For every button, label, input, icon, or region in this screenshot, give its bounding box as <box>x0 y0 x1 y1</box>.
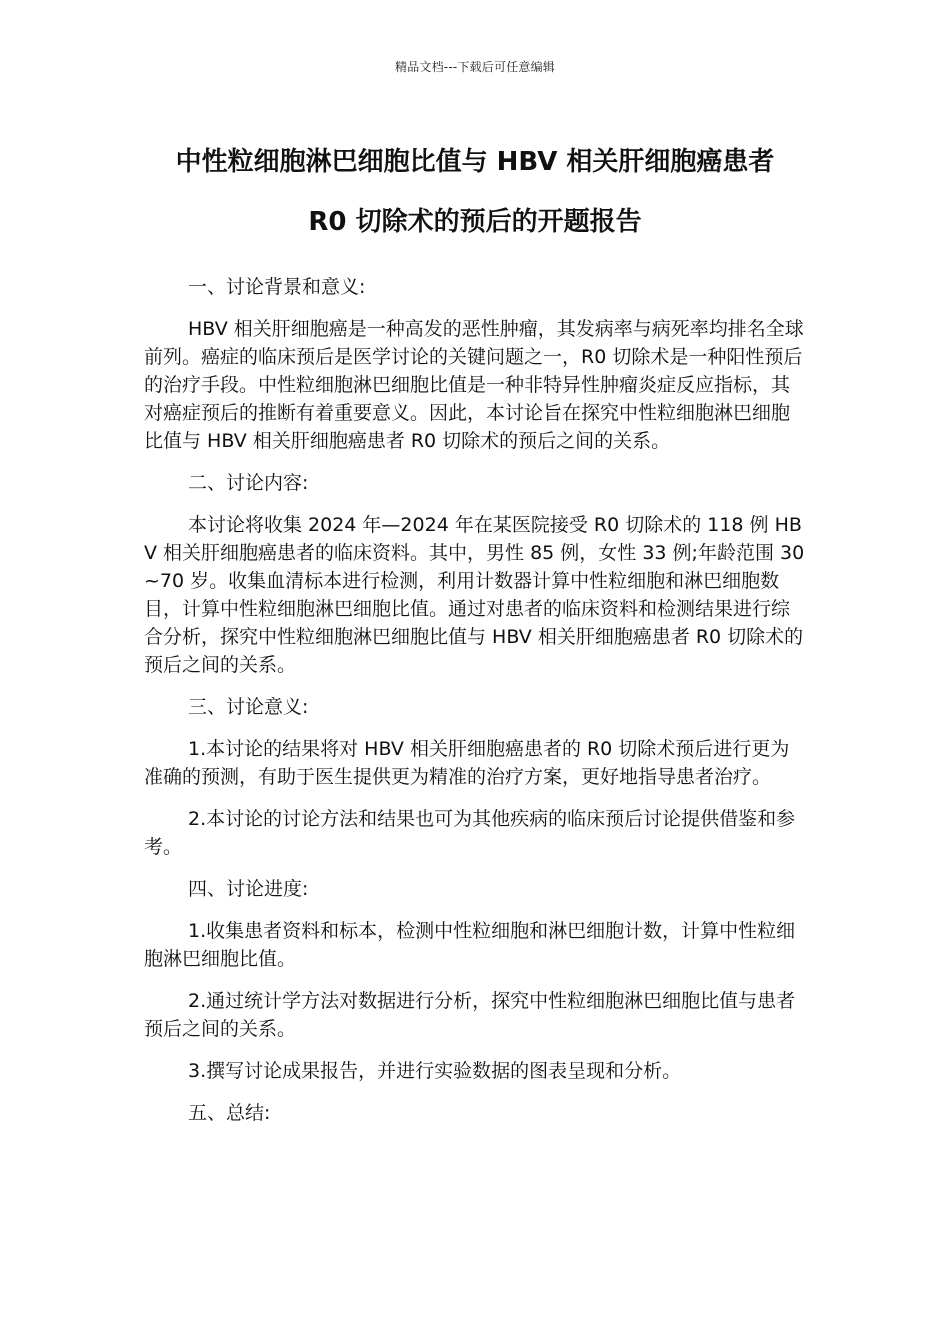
document-title <box>110 132 840 252</box>
section-heading-summary: 五、总结: <box>188 1102 271 1124</box>
progress-item: 2.通过统计学方法对数据进行分析，探究中性粒细胞淋巴细胞比值与患者预后之间的关系。 <box>144 990 796 1040</box>
progress-item: 1.收集患者资料和标本，检测中性粒细胞和淋巴细胞计数，计算中性粒细胞淋巴细胞比值。 <box>144 920 796 970</box>
section-heading-content: 二、讨论内容: <box>188 472 309 494</box>
document-body <box>144 273 806 1141</box>
header-note: 精品文档---下载后可任意编辑 <box>395 60 555 74</box>
title-line-2: R0 切除术的预后的开题报告 <box>308 207 642 237</box>
significance-item: 1.本讨论的结果将对 HBV 相关肝细胞癌患者的 R0 切除术预后进行更为准确的预测，有助于医生提供更为精准的治疗方案，更好地指导患者治疗。 <box>144 738 790 788</box>
progress-item: 3.撰写讨论成果报告，并进行实验数据的图表呈现和分析。 <box>188 1060 682 1082</box>
content-paragraph: 本讨论将收集 2024 年—2024 年在某医院接受 R0 切除术的 118 例 HBV 相关肝细胞癌患者的临床资料。其中，男性 85 例，女性 33 例;年龄范围 30~70 岁。收集血清标本进行检测，利用计数器计算中性粒细胞和淋巴细胞数目，计算中性粒细胞淋巴细胞比值。通过对患者的临床资料和检测结果进行综合分析，探究中性粒细胞淋巴细胞比值与 HBV 相关肝细胞癌患者 R0 切除术的预后之间的关系。 <box>144 514 805 676</box>
section-heading-progress: 四、讨论进度: <box>188 878 309 900</box>
significance-item: 2.本讨论的讨论方法和结果也可为其他疾病的临床预后讨论提供借鉴和参考。 <box>144 808 796 858</box>
title-line-1: 中性粒细胞淋巴细胞比值与 HBV 相关肝细胞癌患者 <box>175 147 775 177</box>
section-heading-significance: 三、讨论意义: <box>188 696 309 718</box>
section-heading-background: 一、讨论背景和意义: <box>188 276 366 298</box>
background-paragraph: HBV 相关肝细胞癌是一种高发的恶性肿瘤，其发病率与病死率均排名全球前列。癌症的临床预后是医学讨论的关键问题之一，R0 切除术是一种阳性预后的治疗手段。中性粒细胞淋巴细胞比值是一种非特异性肿瘤炎症反应指标，其对癌症预后的推断有着重要意义。因此，本讨论旨在探究中性粒细胞淋巴细胞比值与 HBV 相关肝细胞癌患者 R0 切除术的预后之间的关系。 <box>144 318 804 452</box>
